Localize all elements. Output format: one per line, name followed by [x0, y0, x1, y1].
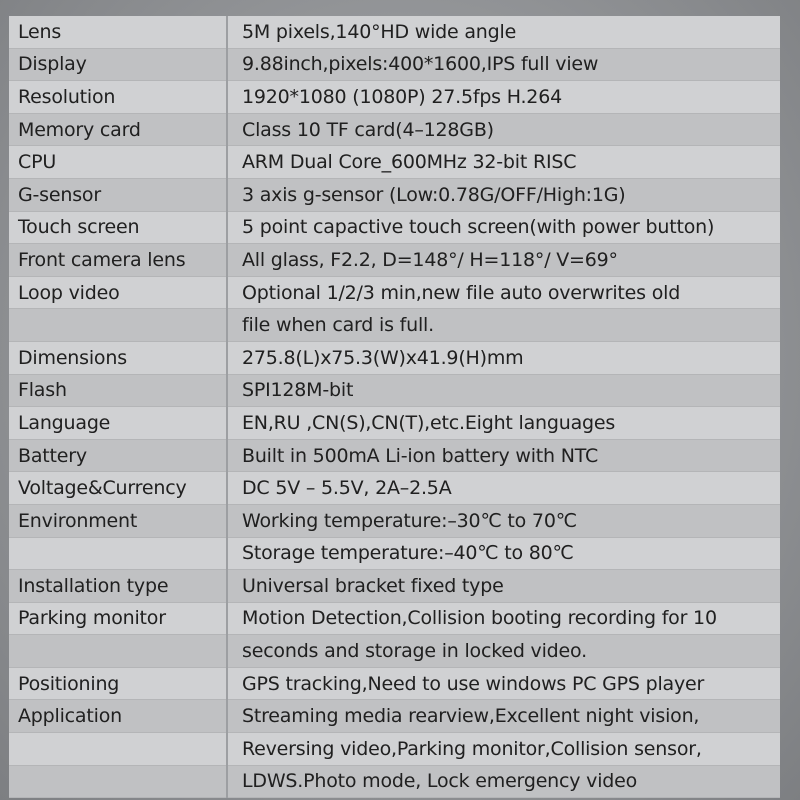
spec-value: 275.8(L)x75.3(W)x41.9(H)mm [227, 341, 780, 374]
spec-label [9, 537, 227, 570]
spec-label: Installation type [18, 574, 169, 597]
spec-row [9, 16, 780, 48]
spec-label: Resolution [18, 85, 116, 108]
spec-row [9, 244, 780, 277]
spec-table-body [9, 16, 780, 798]
spec-label: Environment [18, 509, 138, 532]
spec-value: Reversing video,Parking monitor,Collision sensor, [227, 733, 780, 766]
spec-value: Optional 1/2/3 min,new file auto overwrites old [227, 276, 780, 309]
spec-value: 5 point capactive touch screen(with power button) [227, 211, 780, 244]
spec-row [9, 276, 780, 309]
spec-label [9, 733, 227, 766]
spec-row [9, 113, 780, 146]
spec-label: Memory card [18, 118, 141, 141]
spec-label: Lens [18, 20, 62, 43]
spec-value: Working temperature:–30℃ to 70℃ [227, 504, 780, 537]
spec-row [9, 570, 780, 603]
spec-row [9, 667, 780, 700]
spec-label: Flash [18, 379, 67, 402]
spec-label: Application [18, 705, 122, 728]
spec-row [9, 504, 780, 537]
spec-value: GPS tracking,Need to use windows PC GPS player [227, 667, 780, 700]
spec-value: 3 axis g-sensor (Low:0.78G/OFF/High:1G) [227, 178, 780, 211]
spec-label: Positioning [18, 672, 120, 695]
spec-value: Class 10 TF card(4–128GB) [227, 113, 780, 146]
spec-label: Front camera lens [18, 248, 186, 271]
spec-row [9, 146, 780, 179]
spec-label: Language [18, 411, 111, 434]
spec-label [9, 765, 227, 798]
spec-value: ARM Dual Core_600MHz 32-bit RISC [227, 146, 780, 179]
spec-label: Parking monitor [18, 607, 166, 630]
spec-label: Battery [18, 444, 87, 467]
spec-label: CPU [18, 151, 57, 174]
spec-label: Voltage&Currency [18, 477, 187, 500]
spec-value: EN,RU ,CN(S),CN(T),etc.Eight languages [227, 407, 780, 440]
spec-label: Loop video [18, 281, 120, 304]
spec-row [9, 765, 780, 798]
spec-value: All glass, F2.2, D=148°/ H=118°/ V=69° [227, 244, 780, 277]
spec-value: SPI128M-bit [227, 374, 780, 407]
spec-row [9, 178, 780, 211]
spec-row [9, 537, 780, 570]
spec-row [9, 700, 780, 733]
spec-row [9, 733, 780, 766]
spec-row [9, 211, 780, 244]
spec-row [9, 341, 780, 374]
spec-label: Dimensions [18, 346, 127, 369]
spec-row [9, 439, 780, 472]
spec-value: LDWS.Photo mode, Lock emergency video [227, 765, 780, 798]
spec-label [9, 635, 227, 668]
spec-value: 9.88inch,pixels:400*1600,IPS full view [227, 48, 780, 81]
spec-label: Display [18, 53, 87, 76]
spec-value: Storage temperature:–40℃ to 80℃ [227, 537, 780, 570]
spec-row [9, 48, 780, 81]
spec-value: file when card is full. [227, 309, 780, 342]
spec-value: Streaming media rearview,Excellent night vision, [227, 700, 780, 733]
spec-row [9, 635, 780, 668]
spec-table [9, 16, 780, 798]
spec-row [9, 472, 780, 505]
spec-value: Universal bracket fixed type [227, 570, 780, 603]
spec-label: G-sensor [18, 183, 101, 206]
spec-row [9, 602, 780, 635]
spec-row [9, 81, 780, 114]
spec-value: DC 5V – 5.5V, 2A–2.5A [227, 472, 780, 505]
spec-value: 5M pixels,140°HD wide angle [227, 16, 780, 48]
spec-row [9, 374, 780, 407]
spec-value: Motion Detection,Collision booting recording for 10 [227, 602, 780, 635]
spec-value: Built in 500mA Li-ion battery with NTC [227, 439, 780, 472]
spec-row [9, 407, 780, 440]
spec-value: seconds and storage in locked video. [227, 635, 780, 668]
spec-label: Touch screen [18, 216, 140, 239]
spec-label [9, 309, 227, 342]
spec-value: 1920*1080 (1080P) 27.5fps H.264 [227, 81, 780, 114]
spec-row [9, 309, 780, 342]
